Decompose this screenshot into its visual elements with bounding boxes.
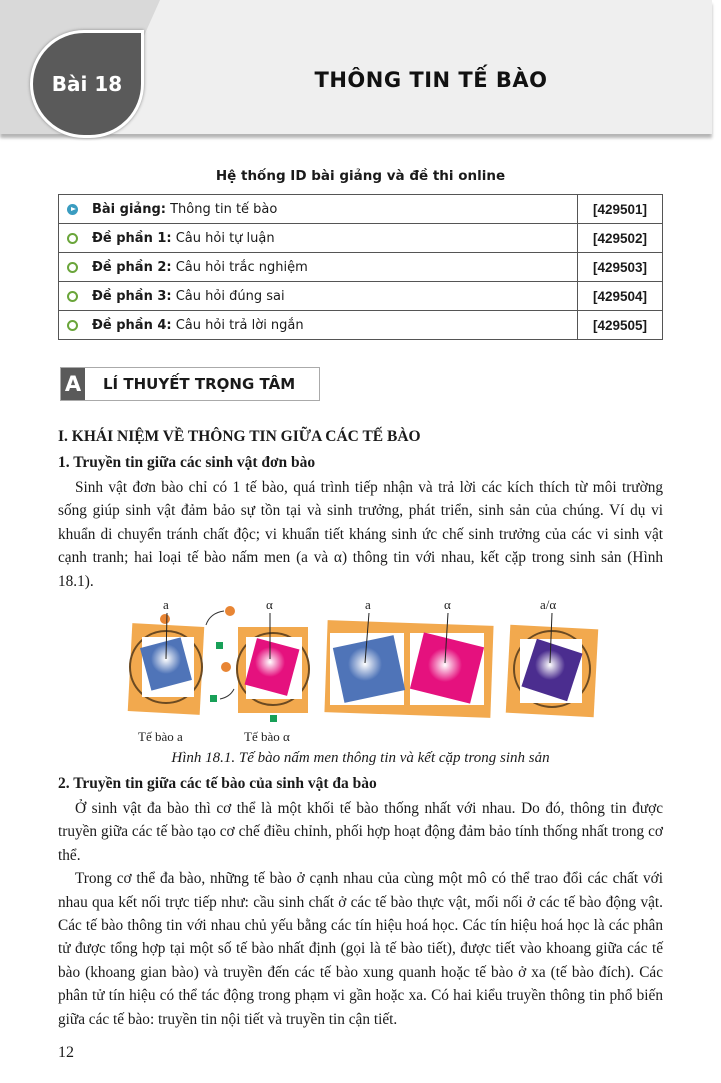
label-cell-a: Tế bào a: [138, 729, 183, 745]
cell-alpha: [237, 627, 309, 713]
heading-1-2: 2. Truyền tin giữa các tế bào của sinh vật đa bào: [58, 775, 377, 793]
row-text: Câu hỏi trả lời ngắn: [175, 317, 304, 333]
label-cell-alpha: Tế bào α: [244, 729, 290, 745]
diploid-cell: [506, 625, 598, 717]
row-label: Đề phần 3:: [92, 288, 172, 304]
row-code: [429504]: [578, 282, 663, 311]
paragraph-3: Trong cơ thể đa bào, những tế bào ở cạnh nhau của cùng một mô có thể trao đổi các chất với nhau qua kết nối trực tiếp như: cầu sinh chất ở các tế bào thực vật, mối nối ở các tế bào động vật. Các tế bào thông tin với nhau chủ yếu bằng các tín hiệu hoá học. Các tín hiệu hoá học là các phân tử được tổng hợp tại một số tế bào nhất định (gọi là tế bào tiết), được tiết vào khoang giữa các tế bào (khoang gian bào) và truyền đến các tế bào xung quanh hoặc tế bào ở xa (tế bào đích). Các phân tử tín hiệu có thể tác động trong phạm vi gần hoặc xa. Có hai kiểu truyền thông tin phổ biến giữa các tế bào: truyền tin nội tiết và truyền tin cận tiết.: [58, 870, 663, 1028]
label-a-alpha: a/α: [540, 597, 557, 613]
page-number: 12: [58, 1044, 74, 1062]
row-label: Đề phần 4:: [92, 317, 172, 333]
row-text: Thông tin tế bào: [170, 201, 278, 217]
paragraph-1: Sinh vật đơn bào chỉ có 1 tế bào, quá trình tiếp nhận và trả lời các kích thích từ môi trường sống giúp sinh vật đảm bảo sự tồn tại và sinh trưởng, phát triển, sinh sản của chúng. Ví dụ vi khuẩn di chuyển tránh chất độc; vi khuẩn tiết kháng sinh ức chế sinh trưởng của các vi sinh vật cạnh tranh; hai loại tế bào nấm men (a và α) thông tin với nhau, kết cặp trong sinh sản (Hình 18.1).: [58, 479, 663, 590]
label-a-2: a: [365, 597, 371, 613]
section-letter: A: [61, 368, 85, 400]
label-alpha: α: [266, 597, 273, 613]
page-title: THÔNG TIN TẾ BÀO: [314, 68, 548, 92]
row-label: Đề phần 1:: [92, 230, 172, 246]
mating-cells: [324, 620, 493, 718]
row-text: Câu hỏi đúng sai: [175, 288, 285, 304]
paragraph-2: Ở sinh vật đa bào thì cơ thể là một khối tế bào thống nhất với nhau. Do đó, thông tin được truyền giữa các tế bào tạo cơ chế điều chỉnh, phối hợp hoạt động đảm bảo tính thống nhất trong cơ thể.: [58, 800, 663, 864]
row-text: Câu hỏi trắc nghiệm: [175, 259, 308, 275]
heading-1-1: 1. Truyền tin giữa các sinh vật đơn bào: [58, 454, 316, 471]
row-code: [429503]: [578, 253, 663, 282]
heading-1: I. KHÁI NIỆM VỀ THÔNG TIN GIỮA CÁC TẾ BÀO: [58, 428, 421, 445]
label-alpha-2: α: [444, 597, 451, 613]
figure-caption: Hình 18.1. Tế bào nấm men thông tin và kết cặp trong sinh sản: [171, 750, 550, 767]
row-code: [429505]: [578, 311, 663, 340]
figure-yeast-cells: [120, 597, 600, 747]
row-code: [429501]: [578, 195, 663, 224]
content-flow: [58, 0, 663, 1083]
row-code: [429502]: [578, 224, 663, 253]
row-label: Đề phần 2:: [92, 259, 172, 275]
label-a: a: [163, 597, 169, 613]
figure: [120, 597, 600, 747]
section-label: LÍ THUYẾT TRỌNG TÂM: [103, 375, 296, 393]
id-table-heading: Hệ thống ID bài giảng và đề thi online: [215, 168, 506, 184]
row-text: Câu hỏi tự luận: [175, 230, 275, 246]
row-label: Bài giảng:: [92, 201, 166, 217]
lesson-badge: Bài 18: [30, 30, 144, 138]
